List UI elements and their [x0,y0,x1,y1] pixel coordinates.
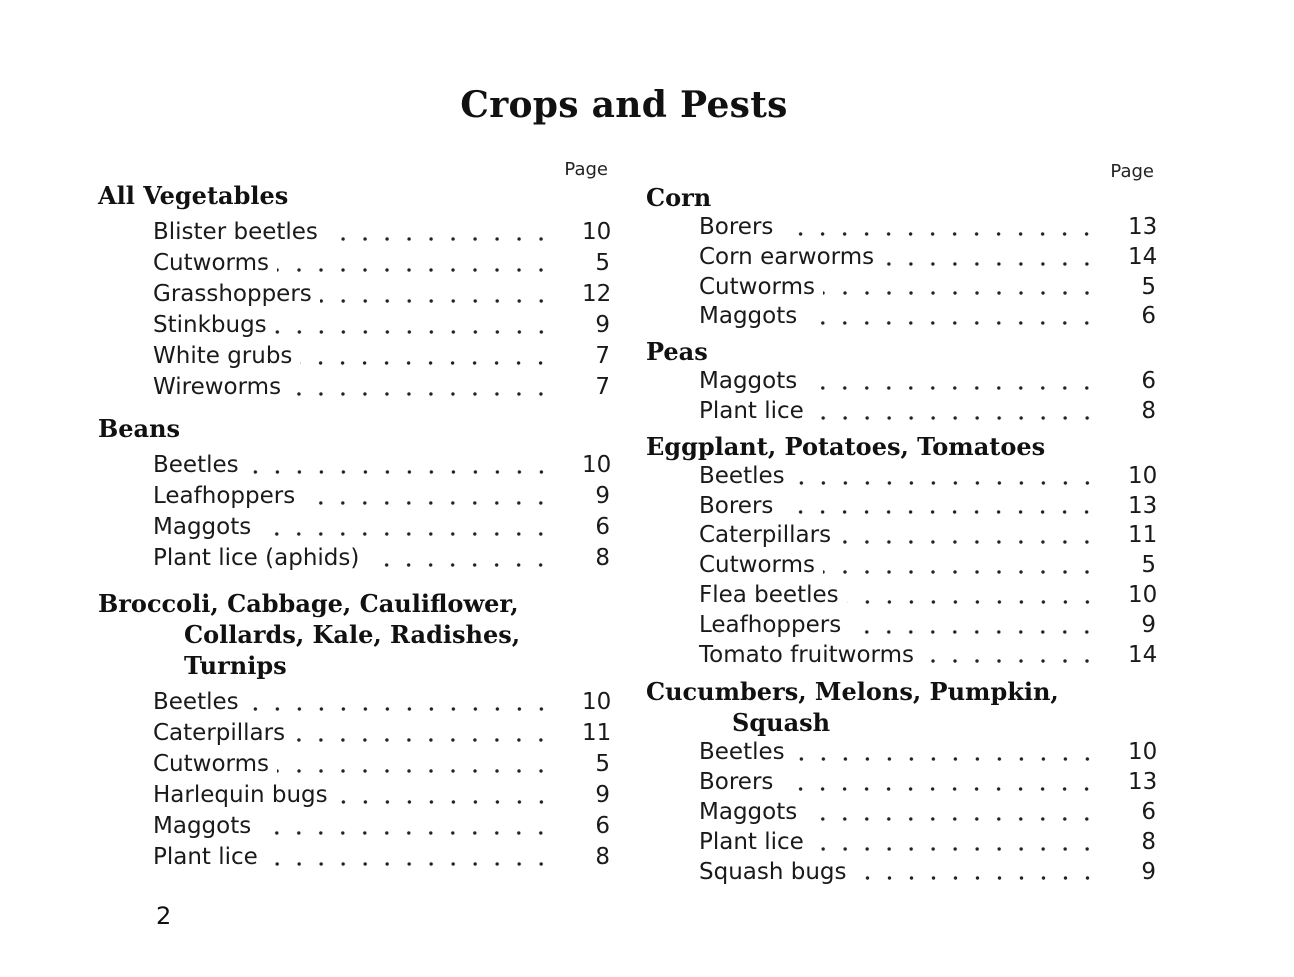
page-reference: 6 [595,813,610,839]
pest-name: Grasshoppers [153,281,312,307]
page-reference: 14 [1128,641,1158,668]
crop-section [98,180,610,403]
pest-list [98,217,610,403]
page-reference: 9 [1141,611,1156,638]
crop-section [98,588,610,873]
pest-list [98,687,610,873]
pest-entry [646,302,1156,332]
pest-entry [98,217,610,248]
page-reference: 8 [1141,828,1156,855]
dot-leader [247,469,552,475]
page-reference: 8 [595,844,610,870]
section-heading [98,588,610,681]
pest-name: Cutworms [699,273,815,300]
pest-entry [98,687,610,718]
pest-entry [646,492,1156,522]
page-reference: 13 [1128,769,1158,796]
pest-list [646,462,1156,671]
pest-entry [646,858,1156,888]
dot-leader [805,320,1098,326]
pest-entry [98,481,610,512]
section-heading-line: Collards, Kale, Radishes, [184,620,521,649]
dot-leader [839,539,1098,545]
pest-name: Wireworms [153,374,282,400]
dot-leader [266,861,552,867]
dot-leader [823,569,1098,575]
page-reference: 9 [595,782,610,808]
dot-leader [289,391,552,397]
page-reference: 5 [595,751,610,777]
pest-list [646,213,1156,332]
section-heading-line: Turnips [184,651,287,680]
page-reference: 10 [582,689,612,715]
section-heading [646,182,1156,213]
pest-entry [98,512,610,543]
page-reference: 6 [1141,303,1156,330]
dot-leader [336,799,552,805]
pest-name: Caterpillars [153,720,286,746]
section-heading [98,413,610,444]
page-reference: 10 [1128,739,1158,766]
dot-leader [882,261,1098,267]
dot-leader [259,830,552,836]
dot-leader [293,737,552,743]
pest-entry [98,372,610,403]
page-reference: 13 [1128,214,1158,240]
pest-list [98,450,610,574]
section-heading-line: Squash [732,708,831,738]
page-reference: 11 [1128,522,1158,549]
dot-leader [781,231,1098,237]
pest-entry [646,641,1156,671]
section-heading [98,180,610,211]
page-column-label: Page [1110,161,1154,182]
page-reference: 9 [595,483,610,509]
pest-name: Squash bugs [699,858,847,885]
page-reference: 12 [582,281,612,307]
dot-leader [277,768,552,774]
pest-entry [98,543,610,574]
pest-name: Maggots [153,514,252,540]
pest-list [646,738,1156,887]
section-heading-line: Eggplant, Potatoes, Tomatoes [646,431,1046,461]
pest-name: Tomato fruitworms [699,641,914,668]
pest-entry [646,521,1156,551]
dot-leader [793,480,1098,486]
pest-entry [98,248,610,279]
pest-name: Borers [699,492,774,519]
dot-leader [275,329,552,335]
dot-leader [781,509,1098,515]
pest-name: Plant lice [699,397,804,424]
pest-name: Cutworms [153,751,269,777]
pest-entry [646,273,1156,303]
pest-name: Caterpillars [699,522,832,549]
page-reference: 7 [595,343,610,369]
pest-name: Maggots [699,303,798,330]
page-reference: 6 [595,514,610,540]
page-number: 2 [156,902,172,930]
pest-name: Cutworms [699,552,815,579]
pest-entry [646,397,1156,427]
pest-entry [646,367,1156,397]
pest-entry [646,738,1156,768]
dot-leader [320,298,552,304]
pest-name: White grubs [153,343,293,369]
pest-name: Plant lice (aphids) [153,545,360,571]
page-reference: 10 [1128,462,1158,489]
pest-name: Leafhoppers [699,611,842,638]
page-reference: 10 [1128,581,1158,608]
dot-leader [823,290,1098,296]
right-sections [646,182,1156,887]
page-reference: 10 [582,219,612,245]
pest-entry [646,798,1156,828]
page-title: Crops and Pests [460,84,788,126]
pest-entry [646,243,1156,273]
page-reference: 13 [1128,492,1158,519]
pest-entry [646,581,1156,611]
pest-name: Borers [699,214,774,240]
dot-leader [300,360,552,366]
pest-name: Maggots [699,798,798,825]
pest-entry [646,551,1156,581]
dot-leader [326,236,552,242]
pest-name: Harlequin bugs [153,782,328,808]
page-reference: 10 [582,452,612,478]
pest-name: Maggots [699,368,798,395]
dot-leader [847,599,1098,605]
pest-entry [646,462,1156,492]
section-heading [646,431,1156,462]
pest-entry [646,213,1156,243]
pest-name: Stinkbugs [153,312,267,338]
pest-name: Leafhoppers [153,483,296,509]
page-reference: 8 [1141,397,1156,424]
section-heading [646,676,1156,738]
pest-entry [98,450,610,481]
section-heading-line: Corn [646,183,712,212]
dot-leader [247,706,552,712]
pest-name: Blister beetles [153,219,318,245]
dot-leader [805,385,1098,391]
page-reference: 9 [1141,858,1156,885]
pest-entry [98,718,610,749]
dot-leader [855,875,1098,881]
pest-list [646,367,1156,427]
page-column-label: Page [564,159,608,180]
pest-name: Plant lice [699,828,804,855]
page-reference: 11 [582,720,612,746]
section-heading-line: Peas [646,337,708,367]
left-sections [98,180,610,873]
pest-entry [98,780,610,811]
pest-name: Corn earworms [699,243,875,270]
page-reference: 6 [1141,368,1156,395]
page-reference: 6 [1141,798,1156,825]
dot-leader [922,658,1098,664]
dot-leader [303,500,552,506]
pest-entry [646,828,1156,858]
section-heading-line: All Vegetables [98,181,289,210]
page-reference: 5 [1141,552,1156,579]
dot-leader [812,846,1098,852]
left-column [98,160,610,873]
crop-section [646,182,1156,332]
pest-entry [98,811,610,842]
dot-leader [849,629,1098,635]
section-heading-line: Beans [98,414,181,443]
pest-name: Cutworms [153,250,269,276]
page-reference: 7 [595,374,610,400]
crop-section [646,431,1156,671]
section-heading-line: Broccoli, Cabbage, Cauliflower, [98,589,519,618]
section-heading-line: Cucumbers, Melons, Pumpkin, [646,677,1059,707]
pest-name: Plant lice [153,844,258,870]
pest-name: Maggots [153,813,252,839]
page-reference: 5 [1141,273,1156,300]
pest-name: Borers [699,769,774,796]
page-reference: 8 [595,545,610,571]
dot-leader [781,786,1098,792]
section-heading [646,336,1156,367]
pest-entry [646,611,1156,641]
page-reference: 5 [595,250,610,276]
page-reference: 9 [595,312,610,338]
dot-leader [805,816,1098,822]
crop-section [98,413,610,574]
pest-entry [98,341,610,372]
pest-entry [98,749,610,780]
crop-section [646,336,1156,427]
dot-leader [367,562,552,568]
pest-name: Beetles [699,462,785,489]
pest-entry [98,842,610,873]
dot-leader [259,531,552,537]
pest-name: Beetles [699,739,785,766]
pest-name: Flea beetles [699,581,839,608]
page-reference: 14 [1128,243,1158,270]
crop-section [646,676,1156,887]
dot-leader [277,267,552,273]
pest-name: Beetles [153,689,239,715]
pest-entry [98,279,610,310]
pest-name: Beetles [153,452,239,478]
right-column [646,162,1156,887]
dot-leader [793,756,1098,762]
dot-leader [812,415,1098,421]
pest-entry [98,310,610,341]
pest-entry [646,768,1156,798]
